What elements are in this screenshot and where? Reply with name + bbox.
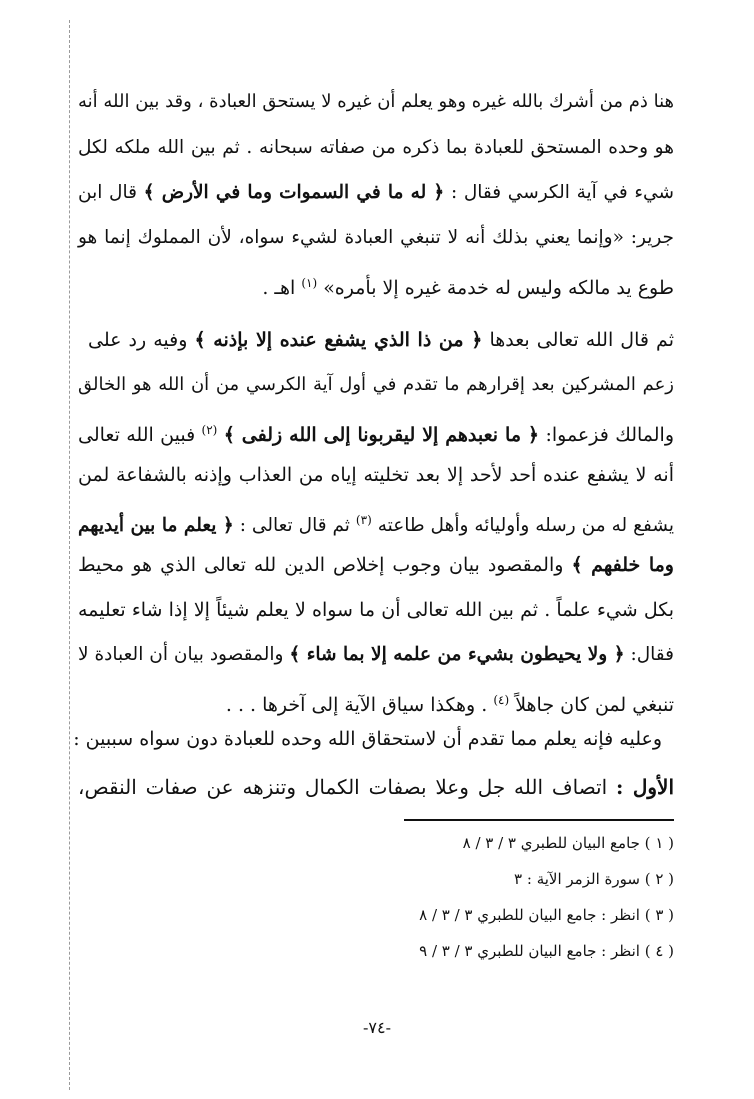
paragraph2-line1-post: وفيه رد على	[88, 329, 188, 351]
footnote-ref-3: (٣)	[355, 513, 372, 527]
quran-verse-3: ﴿ ما نعبدهم إلا ليقربونا إلى الله زلفى ﴾	[223, 424, 540, 446]
paragraph2-line3-post: فبين الله تعالى	[78, 424, 196, 446]
paragraph1-line4: جرير: «وإنما يعني بذلك أنه لا تنبغي العبادة لشيء سواه، لأن المملوك إنما هو	[78, 227, 674, 248]
quran-verse-4-end: وما خلفهم ﴾	[571, 554, 674, 576]
footnote-1: ( ١ ) جامع البيان للطبري ٣ / ٣ / ٨	[462, 834, 674, 852]
paragraph1-line5-pre: طوع يد مالكه وليس له خدمة غيره إلا بأمره»	[323, 277, 674, 299]
footnote-2: ( ٢ ) سورة الزمر الآية : ٣	[514, 870, 674, 888]
quran-verse-5: ﴿ ولا يحيطون بشيء من علمه إلا بما شاء ﴾	[289, 644, 625, 665]
first-reason-label: الأول :	[616, 775, 675, 799]
paragraph2-line8-pre: فقال:	[630, 644, 674, 665]
paragraph1-line3-pre: شيء في آية الكرسي فقال :	[450, 182, 674, 203]
scan-edge-line	[69, 20, 70, 1090]
footnote-ref-2: (٢)	[201, 423, 218, 437]
quran-verse-2: ﴿ من ذا الذي يشفع عنده إلا بإذنه ﴾	[194, 329, 483, 351]
paragraph2-line5-pre: يشفع له من رسله وأوليائه وأهل طاعته	[377, 515, 674, 536]
footnote-ref-4: (٤)	[493, 693, 510, 707]
paragraph2-line5-mid: ثم قال تعالى :	[239, 515, 350, 536]
paragraph2-line6-post: والمقصود بيان وجوب إخلاص الدين لله تعالى الذي هو محيط	[78, 554, 564, 576]
quran-verse-4-start: ﴿ يعلم ما بين أيديهم	[78, 515, 234, 536]
paragraph2-line1	[88, 318, 674, 362]
paragraph2-line8-post: والمقصود بيان أن العبادة لا	[78, 644, 284, 665]
footnote-3: ( ٣ ) انظر : جامع البيان للطبري ٣ / ٣ / ٨	[419, 906, 674, 924]
paragraph1-line1: هنا ذم من أشرك بالله غيره وهو يعلم أن غيره لا يستحق العبادة ، وقد بين الله أنه	[78, 91, 674, 112]
paragraph4-line1	[78, 765, 674, 809]
paragraph3-line1: وعليه فإنه يعلم مما تقدم أن لاستحقاق الله وحده للعبادة دون سواه سببين :	[73, 728, 662, 750]
paragraph2-line6	[78, 543, 674, 587]
quran-verse-1: ﴿ له ما في السموات وما في الأرض ﴾	[143, 182, 445, 203]
paragraph2-line8	[78, 633, 674, 677]
footnote-ref-1: (١)	[301, 276, 318, 290]
paragraph2-line9-post: . وهكذا سياق الآية إلى آخرها . . .	[225, 694, 488, 716]
paragraph2-line7: بكل شيء علماً . ثم بين الله تعالى أن ما سواه لا يعلم شيئاً إلا إذا شاء تعليمه	[78, 599, 674, 621]
footnote-4: ( ٤ ) انظر : جامع البيان للطبري ٣ / ٣ / ٩	[419, 942, 674, 960]
footnote-separator	[404, 819, 674, 821]
paragraph2-line3	[78, 408, 674, 452]
paragraph2-line3-pre: والمالك فزعموا:	[545, 424, 675, 446]
paragraph1-line5-post: اهـ .	[262, 277, 296, 299]
paragraph2-line5	[78, 498, 674, 542]
paragraph2-line1-pre: ثم قال الله تعالى بعدها	[489, 329, 674, 351]
paragraph1-line2: هو وحده المستحق للعبادة بما ذكره من صفاته سبحانه . ثم بين الله ملكه لكل	[78, 137, 674, 158]
paragraph1-line3-post: قال ابن	[78, 182, 137, 203]
paragraph2-line9-pre: تنبغي لمن كان جاهلاً	[515, 694, 674, 716]
paragraph1-line3	[78, 171, 674, 215]
paragraph1-line5	[78, 261, 674, 305]
paragraph2-line9	[78, 678, 674, 722]
paragraph2-line4: أنه لا يشفع عنده أحد لأحد إلا بعد تخليته إياه من العذاب وإذنه بالشفاعة لمن	[78, 464, 674, 486]
first-reason-text: اتصاف الله جل وعلا بصفات الكمال وتنزهه عن صفات النقص،	[78, 775, 608, 799]
paragraph2-line2: زعم المشركين بعد إقرارهم ما تقدم في أول آية الكرسي من أن الله هو الخالق	[78, 374, 674, 395]
page-number: -٧٤-	[363, 1018, 391, 1037]
